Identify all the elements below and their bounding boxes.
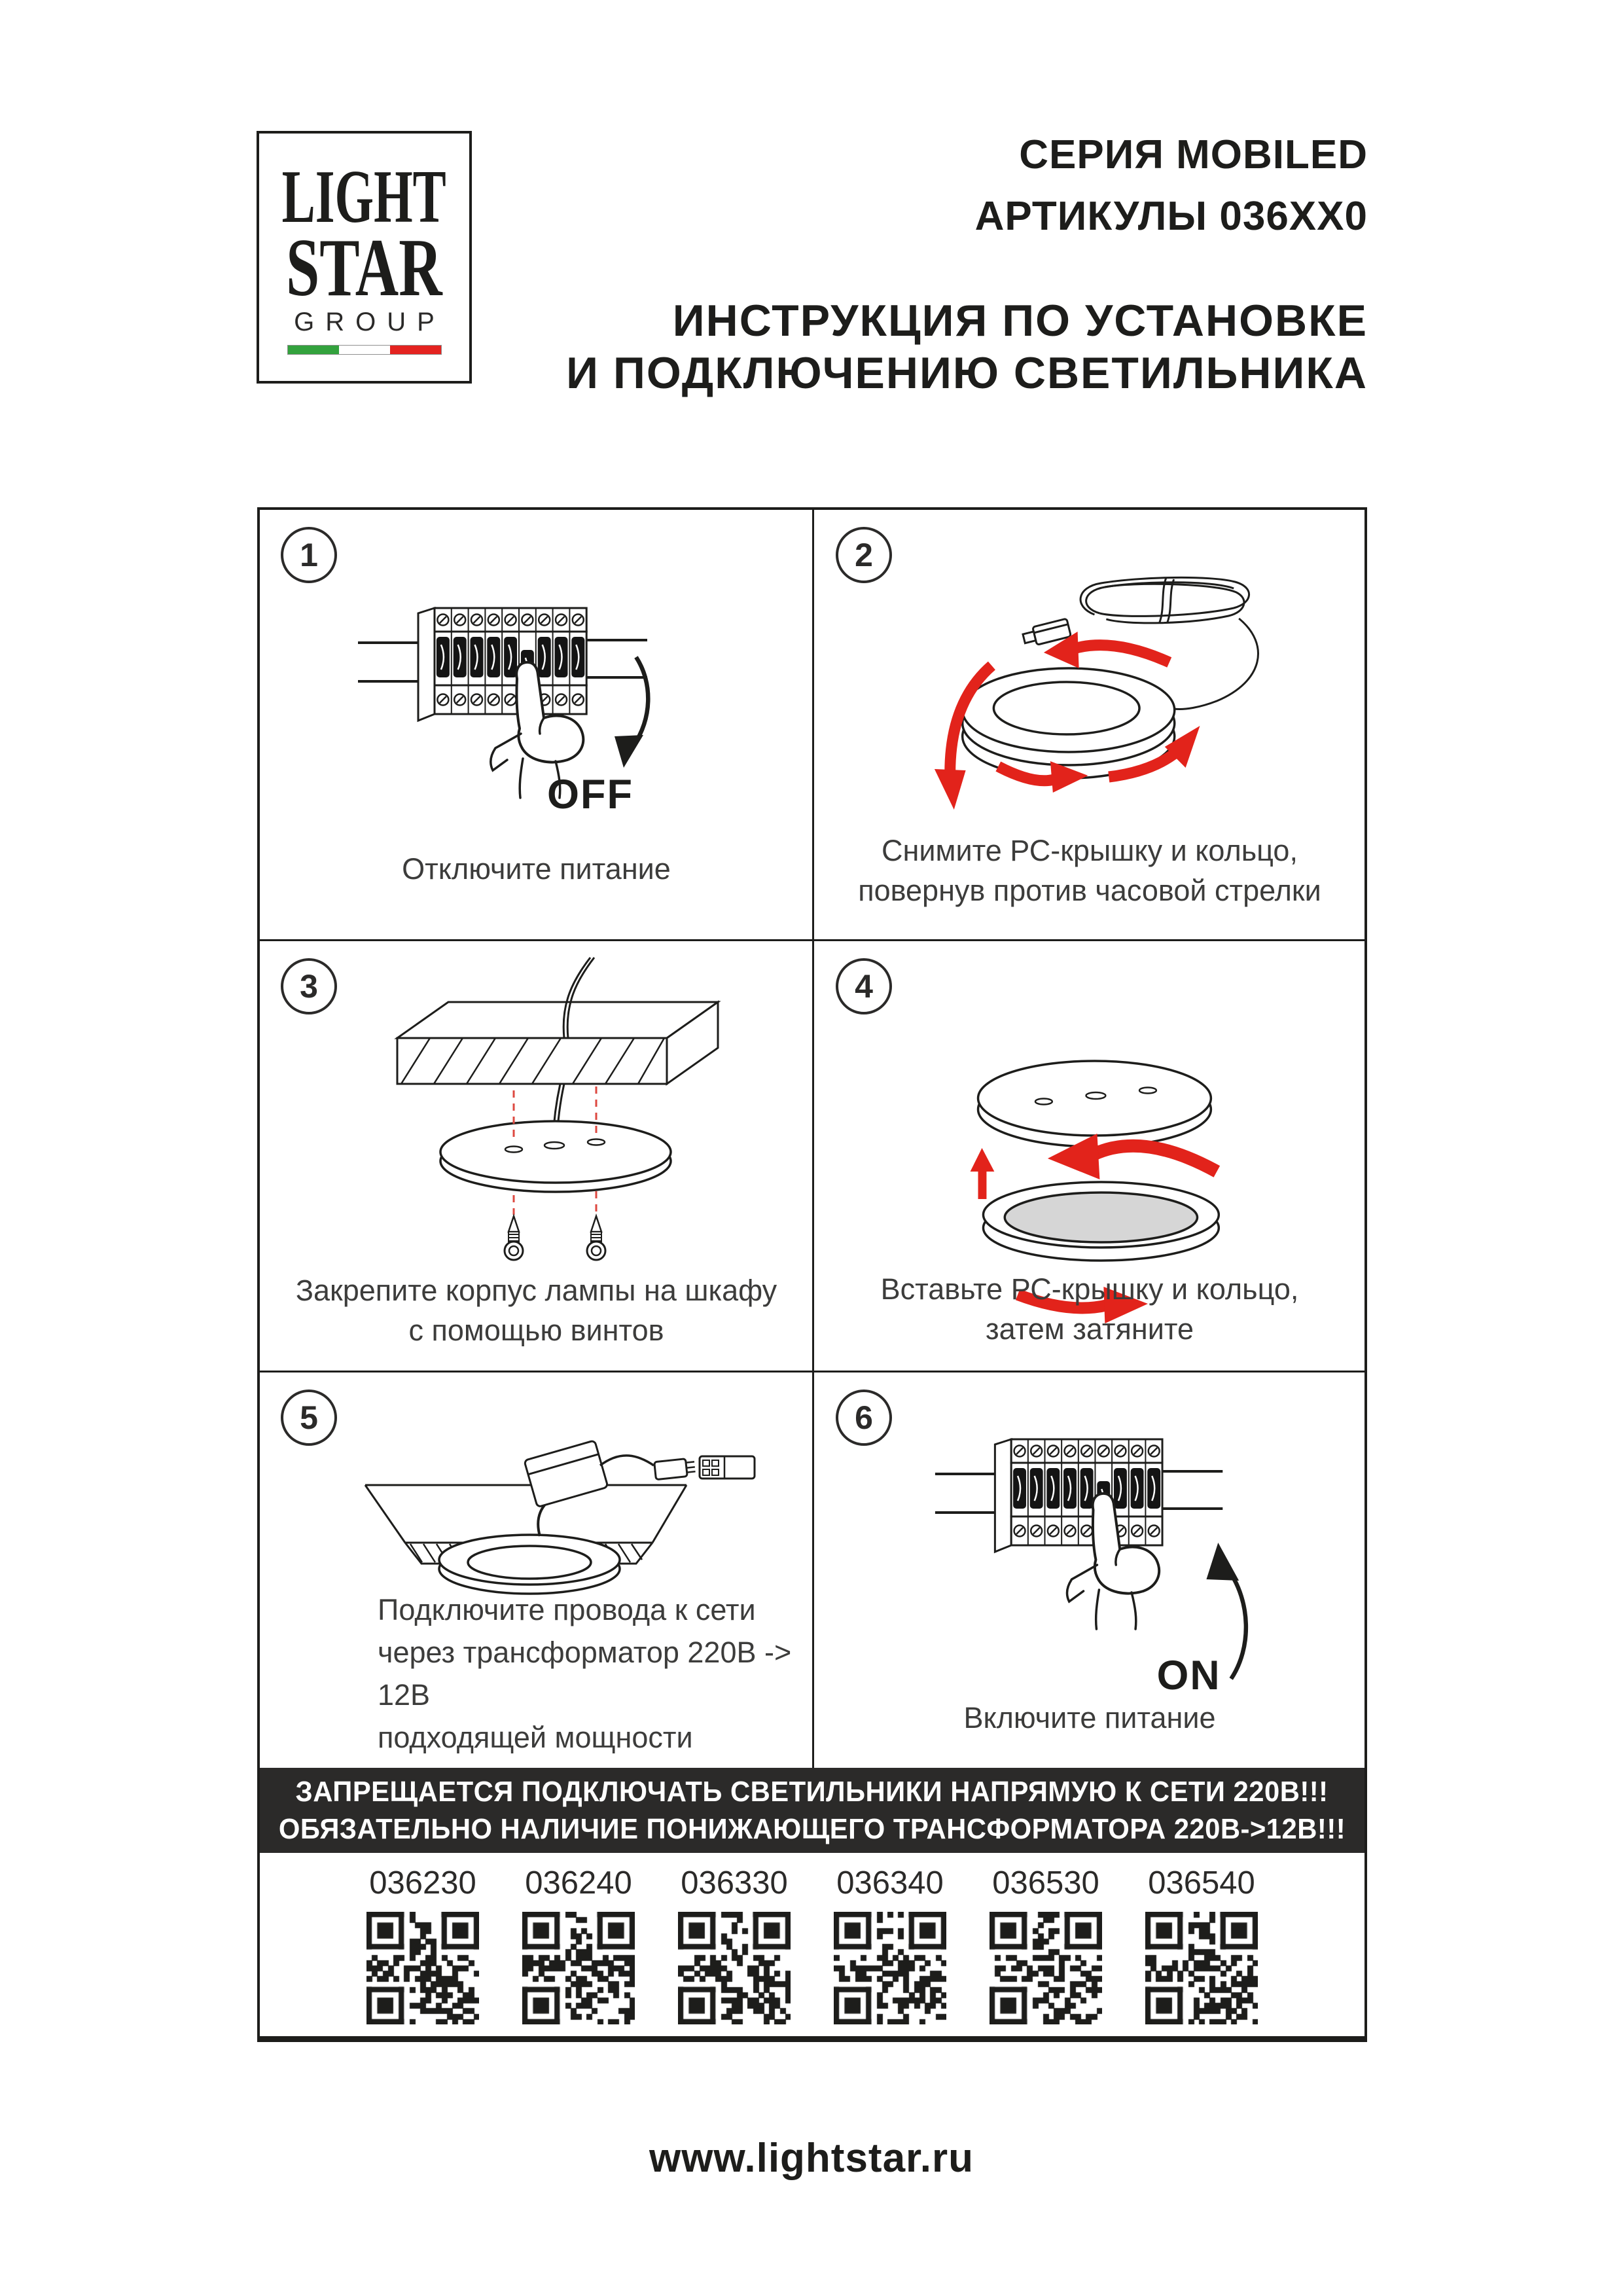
screw-icon — [587, 1216, 605, 1260]
step-2-caption — [815, 831, 1364, 910]
article-cell — [522, 1866, 635, 2024]
qr-code — [678, 1912, 791, 2024]
flag-green-stripe — [288, 346, 339, 354]
step-number-text: 1 — [300, 537, 318, 573]
step-number-text: 3 — [300, 968, 318, 1005]
caption-line: Отключите питание — [402, 852, 671, 886]
step-number-2 — [836, 527, 892, 583]
caption-line: затем затяните — [985, 1312, 1194, 1346]
article-number: 036340 — [836, 1865, 944, 1901]
logo-word-star: STAR — [286, 223, 442, 314]
lamp-body-icon — [440, 1121, 671, 1192]
caption-line: подходящей мощности — [378, 1721, 693, 1754]
step-number-4 — [836, 958, 892, 1014]
flag-red-stripe — [390, 346, 441, 354]
step-number-text: 5 — [300, 1399, 318, 1436]
instruction-grid — [257, 507, 1367, 2042]
flag-white-stripe — [339, 346, 390, 354]
step-number-1 — [281, 527, 337, 583]
warning-line-1: ЗАПРЕЩАЕТСЯ ПОДКЛЮЧАТЬ СВЕТИЛЬНИКИ НАПРЯМУЮ К СЕТИ 220В!!! — [295, 1776, 1329, 1808]
ring-diffuser-icon — [983, 1182, 1219, 1261]
on-label: ON — [1156, 1652, 1221, 1699]
caption-line: с помощью винтов — [408, 1314, 664, 1347]
arrow-up-head — [1206, 1543, 1239, 1581]
title-line-1: ИНСТРУКЦИЯ ПО УСТАНОВКЕ — [672, 296, 1368, 346]
page-title — [566, 295, 1368, 399]
header-series — [975, 124, 1368, 247]
qr-code — [366, 1912, 479, 2024]
qr-code — [522, 1912, 635, 2024]
cabinet-board-icon — [397, 1002, 718, 1084]
transformer-icon — [524, 1441, 608, 1507]
step-4-caption — [815, 1269, 1364, 1349]
caption-line: Закрепите корпус лампы на шкафу — [295, 1274, 777, 1307]
caption-line: через трансформатор 220В -> 12В — [378, 1636, 792, 1712]
arrow-down-head — [615, 735, 643, 768]
pc-cover-icon — [978, 1061, 1211, 1147]
step-panel-3 — [260, 941, 813, 1371]
screw-icon — [505, 1216, 523, 1260]
article-cell — [834, 1866, 946, 2024]
articles-line: АРТИКУЛЫ 036ХХ0 — [974, 194, 1368, 239]
article-cell — [678, 1866, 791, 2024]
step-number-6 — [836, 1390, 892, 1446]
step-number-5 — [281, 1390, 337, 1446]
article-number: 036240 — [525, 1865, 632, 1901]
lightstar-logo — [257, 131, 472, 384]
off-label: OFF — [547, 772, 633, 817]
wire-icon — [600, 1456, 654, 1465]
step-6-caption — [815, 1698, 1364, 1738]
circuit-breaker-icon — [935, 1439, 1222, 1629]
qr-code — [834, 1912, 946, 2024]
article-number: 036330 — [681, 1865, 788, 1901]
warning-bar — [260, 1768, 1364, 1853]
connector-icon — [654, 1456, 755, 1480]
step-number-3 — [281, 958, 337, 1014]
article-cell — [990, 1866, 1102, 2024]
step-number-text: 4 — [855, 968, 873, 1005]
article-number: 036530 — [992, 1865, 1099, 1901]
step-panel-4 — [815, 941, 1364, 1371]
arrow-up-icon — [1228, 1570, 1246, 1679]
logo-word-group: GROUP — [294, 307, 446, 336]
article-cell — [366, 1866, 479, 2024]
italy-flag-icon — [287, 345, 442, 355]
article-qr-row — [260, 1853, 1364, 2024]
caption-line: Включите питание — [963, 1701, 1216, 1734]
step-panel-6 — [815, 1372, 1364, 1768]
step-3-caption — [260, 1270, 813, 1350]
step-panel-2 — [815, 510, 1364, 939]
caption-line: Подключите провода к сети — [378, 1593, 756, 1626]
qr-code — [1145, 1912, 1258, 2024]
warning-line-2: ОБЯЗАТЕЛЬНО НАЛИЧИЕ ПОНИЖАЮЩЕГО ТРАНСФОРМАТОРА 220В->12В!!! — [278, 1813, 1346, 1845]
caption-line: повернув против часовой стрелки — [858, 874, 1321, 907]
article-number: 036230 — [369, 1865, 476, 1901]
qr-code — [990, 1912, 1102, 2024]
title-line-2: И ПОДКЛЮЧЕНИЮ СВЕТИЛЬНИКА — [566, 348, 1368, 398]
series-line: СЕРИЯ MOBILED — [1019, 132, 1368, 177]
step-panel-1 — [260, 510, 813, 939]
caption-line: Снимите РС-крышку и кольцо, — [882, 834, 1298, 867]
article-cell — [1145, 1866, 1258, 2024]
logo-word-light: LIGHT — [281, 155, 447, 239]
step-number-text: 6 — [855, 1399, 873, 1436]
caption-line: Вставьте РС-крышку и кольцо, — [880, 1272, 1299, 1306]
article-number: 036540 — [1148, 1865, 1255, 1901]
step-number-text: 2 — [855, 537, 873, 573]
mounted-lamp-icon — [439, 1535, 620, 1594]
puck-light-icon — [963, 668, 1175, 778]
step-5-caption — [378, 1588, 813, 1759]
arrow-down-icon — [633, 657, 648, 745]
step-1-caption — [260, 849, 813, 889]
website-url: www.lightstar.ru — [649, 2136, 974, 2181]
step-panel-5 — [260, 1372, 813, 1768]
circuit-breaker-icon — [358, 608, 647, 798]
